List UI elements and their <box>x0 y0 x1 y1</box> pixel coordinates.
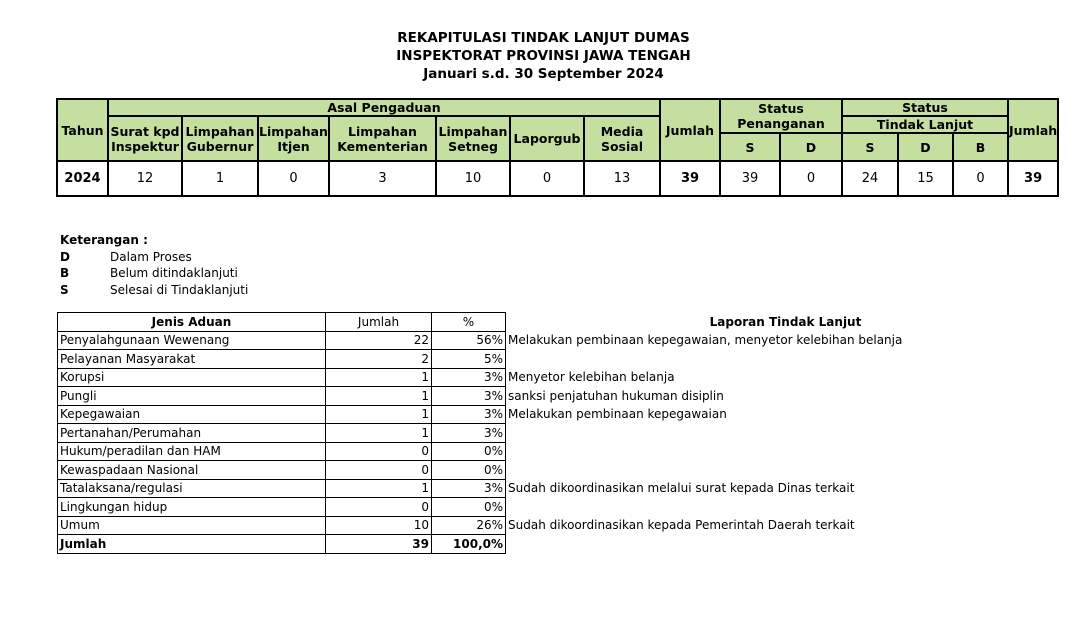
header-jenis-jumlah: Jumlah <box>326 313 432 332</box>
cell-limpahan-kementerian: 3 <box>329 161 436 196</box>
jenis-cell: Lingkungan hidup <box>58 498 326 517</box>
legend-item <box>60 266 248 283</box>
header-jenis-pct: % <box>432 313 506 332</box>
cell-jumlah-total: 39 <box>1008 161 1058 196</box>
pct-cell: 0% <box>432 442 506 461</box>
laporan-cell: sanksi penjatuhan hukuman disiplin <box>508 388 724 403</box>
jenis-cell: Pelayanan Masyarakat <box>58 350 326 369</box>
header-penanganan-s: S <box>720 133 780 161</box>
legend-key: D <box>60 249 70 264</box>
laporan-cell: Sudah dikoordinasikan kepada Pemerintah Daerah terkait <box>508 518 855 533</box>
pct-cell: 3% <box>432 479 506 498</box>
jumlah-cell: 10 <box>326 516 432 535</box>
laporan-cell <box>506 461 1066 480</box>
laporan-cell: Menyetor kelebihan belanja <box>508 370 675 385</box>
legend-item <box>60 250 248 267</box>
header-status-penanganan-line1: Status <box>758 101 804 116</box>
cell-surat-kpd-inspektur: 12 <box>108 161 182 196</box>
header-limpahan-kementerian <box>329 116 436 161</box>
jenis-cell: Pungli <box>58 387 326 406</box>
header-limpahan-gubernur-line2: Gubernur <box>186 138 254 154</box>
jenis-cell: Umum <box>58 516 326 535</box>
jumlah-cell: 0 <box>326 442 432 461</box>
jenis-cell: Korupsi <box>58 368 326 387</box>
header-media-sosial-line1: Media <box>600 123 644 139</box>
table-row <box>58 479 1066 498</box>
cell-penanganan-s: 39 <box>720 161 780 196</box>
pct-cell: 3% <box>432 424 506 443</box>
laporan-cell: Sudah dikoordinasikan melalui surat kepada Dinas terkait <box>508 481 855 496</box>
table-row <box>58 405 1066 424</box>
laporan-cell: Melakukan pembinaan kepegawaian, menyetor kelebihan belanja <box>508 333 903 348</box>
header-laporan-tindak-lanjut: Laporan Tindak Lanjut <box>709 314 862 329</box>
laporan-cell: Melakukan pembinaan kepegawaian <box>508 407 727 422</box>
table-row <box>58 368 1066 387</box>
legend-desc: Dalam Proses <box>110 249 192 264</box>
header-asal-pengaduan: Asal Pengaduan <box>108 99 660 116</box>
total-row <box>58 535 1066 554</box>
cell-jumlah: 39 <box>660 161 720 196</box>
jenis-cell: Penyalahgunaan Wewenang <box>58 331 326 350</box>
header-jumlah: Jumlah <box>660 99 720 161</box>
total-label: Jumlah <box>58 535 326 554</box>
legend <box>60 233 248 299</box>
header-tindak-lanjut: Tindak Lanjut <box>842 116 1008 133</box>
jenis-cell: Tatalaksana/regulasi <box>58 479 326 498</box>
laporan-cell <box>506 424 1066 443</box>
cell-limpahan-itjen: 0 <box>258 161 329 196</box>
table-row <box>58 442 1066 461</box>
header-limpahan-itjen-line1: Limpahan <box>259 123 328 139</box>
header-limpahan-setneg-line1: Limpahan <box>438 123 508 139</box>
table-row <box>58 516 1066 535</box>
legend-heading: Keterangan : <box>60 233 148 247</box>
header-media-sosial <box>584 116 660 161</box>
table-row <box>58 498 1066 517</box>
jumlah-cell: 22 <box>326 331 432 350</box>
header-tahun: Tahun <box>57 99 108 161</box>
cell-tl-d: 15 <box>898 161 953 196</box>
legend-item <box>60 283 248 300</box>
report-title <box>0 29 1087 83</box>
header-jenis-aduan: Jenis Aduan <box>58 313 326 332</box>
total-jumlah: 39 <box>326 535 432 554</box>
header-limpahan-itjen <box>258 116 329 161</box>
header-limpahan-itjen-line2: Itjen <box>277 138 310 154</box>
header-surat-kpd-inspektur <box>108 116 182 161</box>
cell-laporgub: 0 <box>510 161 584 196</box>
jenis-cell: Kepegawaian <box>58 405 326 424</box>
laporan-cell <box>506 498 1066 517</box>
jenis-aduan-table <box>57 312 1066 554</box>
legend-key: S <box>60 282 69 297</box>
title-line-1: REKAPITULASI TINDAK LANJUT DUMAS <box>397 30 690 46</box>
jenis-cell: Kewaspadaan Nasional <box>58 461 326 480</box>
header-media-sosial-line2: Sosial <box>600 138 644 154</box>
cell-limpahan-gubernur: 1 <box>182 161 258 196</box>
laporan-cell <box>506 442 1066 461</box>
table-row <box>58 350 1066 369</box>
header-limpahan-kementerian-line1: Limpahan <box>348 123 417 139</box>
table-row <box>58 461 1066 480</box>
pct-cell: 3% <box>432 405 506 424</box>
header-laporgub: Laporgub <box>510 116 584 161</box>
cell-penanganan-d: 0 <box>780 161 842 196</box>
legend-desc: Belum ditindaklanjuti <box>110 266 238 280</box>
cell-tahun: 2024 <box>57 161 108 196</box>
legend-desc: Selesai di Tindaklanjuti <box>110 282 249 297</box>
laporan-cell <box>506 350 1066 369</box>
header-status-penanganan <box>720 99 842 133</box>
jenis-cell: Hukum/peradilan dan HAM <box>58 442 326 461</box>
pct-cell: 26% <box>432 516 506 535</box>
header-surat-kpd-line2: Inspektur <box>111 138 179 154</box>
header-tl-b: B <box>953 133 1008 161</box>
header-limpahan-kementerian-line2: Kementerian <box>337 138 428 154</box>
jumlah-cell: 1 <box>326 405 432 424</box>
header-tl-d: D <box>898 133 953 161</box>
pct-cell: 3% <box>432 387 506 406</box>
header-limpahan-setneg-line2: Setneg <box>448 138 498 154</box>
cell-tl-b: 0 <box>953 161 1008 196</box>
jumlah-cell: 1 <box>326 424 432 443</box>
header-penanganan-d: D <box>780 133 842 161</box>
jumlah-cell: 0 <box>326 461 432 480</box>
pct-cell: 0% <box>432 461 506 480</box>
table-row <box>58 331 1066 350</box>
cell-media-sosial: 13 <box>584 161 660 196</box>
jumlah-cell: 0 <box>326 498 432 517</box>
header-jumlah-total: Jumlah <box>1008 99 1058 161</box>
legend-key: B <box>60 266 70 280</box>
summary-table <box>56 98 1059 197</box>
header-limpahan-setneg <box>436 116 510 161</box>
pct-cell: 0% <box>432 498 506 517</box>
cell-tl-s: 24 <box>842 161 898 196</box>
cell-limpahan-setneg: 10 <box>436 161 510 196</box>
header-status-penanganan-line2: Penanganan <box>737 116 825 131</box>
pct-cell: 5% <box>432 350 506 369</box>
header-limpahan-gubernur-line1: Limpahan <box>185 123 255 139</box>
jumlah-cell: 1 <box>326 387 432 406</box>
jumlah-cell: 1 <box>326 368 432 387</box>
header-surat-kpd-line1: Surat kpd <box>110 123 180 139</box>
title-line-3: Januari s.d. 30 September 2024 <box>423 66 664 82</box>
pct-cell: 56% <box>432 331 506 350</box>
table-row <box>58 424 1066 443</box>
title-line-2: INSPEKTORAT PROVINSI JAWA TENGAH <box>396 48 691 64</box>
total-laporan-empty <box>506 535 1066 554</box>
header-limpahan-gubernur <box>182 116 258 161</box>
jumlah-cell: 1 <box>326 479 432 498</box>
pct-cell: 3% <box>432 368 506 387</box>
jumlah-cell: 2 <box>326 350 432 369</box>
total-pct: 100,0% <box>432 535 506 554</box>
table-row <box>58 387 1066 406</box>
header-tl-s: S <box>842 133 898 161</box>
jenis-cell: Pertanahan/Perumahan <box>58 424 326 443</box>
header-status: Status <box>842 99 1008 116</box>
